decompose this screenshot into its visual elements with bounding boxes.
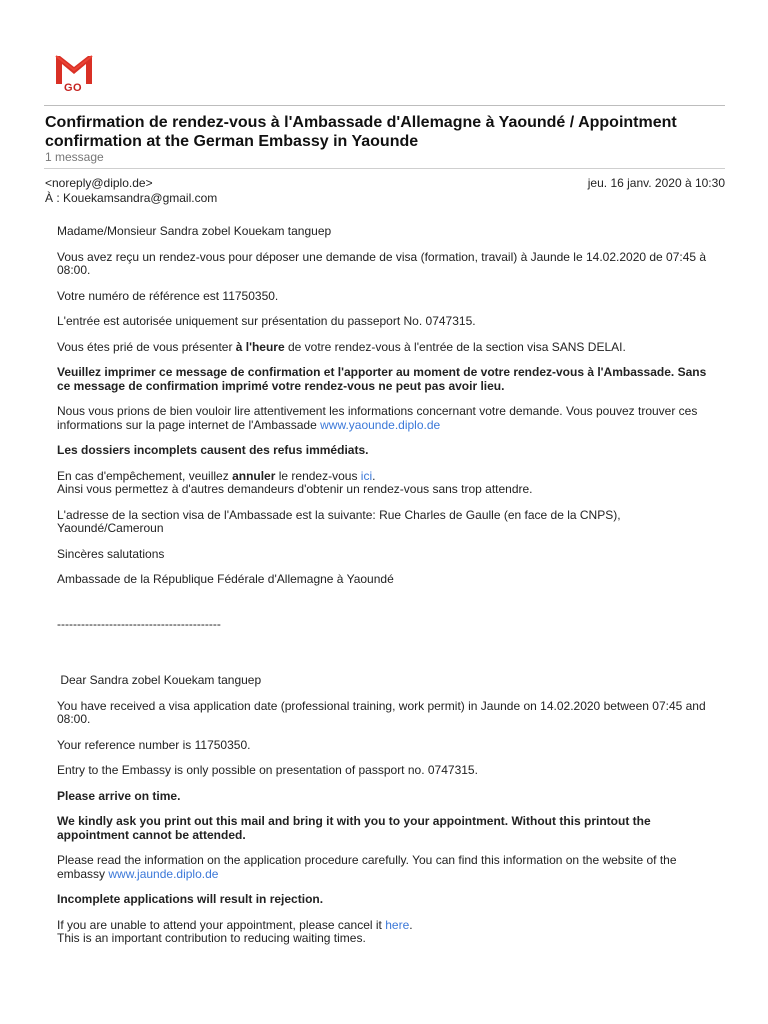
recipient-address: À : Kouekamsandra@gmail.com [45, 191, 218, 205]
fr-signature: Ambassade de la République Fédérale d'Allemagne à Yaoundé [57, 572, 394, 586]
en-embassy-link[interactable]: www.jaunde.diplo.de [108, 866, 219, 881]
email-body [57, 225, 719, 958]
en-paragraph-incomplete [57, 893, 719, 907]
en-print-bold: We kindly ask you print out this mail and bring it with you to your appointment. Without this printout the appointment cannot be attended. [57, 814, 651, 842]
fr-paragraph-address: L'adresse de la section visa de l'Ambassade est la suivante: Rue Charles de Gaulle (en face de la CNPS), Yaoundé/Cameroun [57, 507, 621, 535]
fr-paragraph-print [57, 366, 719, 393]
fr-cancel-text-2: le rendez-vous [275, 468, 361, 483]
fr-cancel-text-1: En cas d'empêchement, veuillez [57, 468, 233, 483]
en-paragraph-passport: Entry to the Embassy is only possible on presentation of passport no. 0747315. [57, 763, 478, 777]
fr-paragraph-passport: L'entrée est autorisée uniquement sur présentation du passeport No. 0747315. [57, 314, 476, 328]
fr-paragraph-incomplete [57, 444, 719, 458]
fr-info-text: Nous vous prions de bien vouloir lire attentivement les informations concernant votre demande. Vous pouvez trouver ces informations sur la page internet de l'Ambassade [57, 404, 698, 432]
message-count: 1 message [45, 150, 104, 164]
header-divider [44, 105, 725, 106]
fr-cancel-text-3: Ainsi vous permettez à d'autres demandeurs d'obtenir un rendez-vous sans trop attendre. [57, 482, 533, 496]
fr-print-bold: Veuillez imprimer ce message de confirmation et l'apporter au moment de votre rendez-vous à l'Ambassade. Sans ce message de confirmation imprimé votre rendez-vous ne peut pas avoir lieu. [57, 365, 707, 393]
language-separator: ----------------------------------------- [57, 616, 221, 631]
sender-address: <noreply@diplo.de> [45, 176, 153, 190]
fr-incomplete-bold: Les dossiers incomplets causent des refus immédiats. [57, 443, 369, 457]
en-cancel-link[interactable]: here [385, 917, 410, 932]
fr-cancel-bold: annuler [232, 468, 276, 483]
fr-cancel-period: . [372, 468, 376, 483]
en-cancel-text-2: This is an important contribution to reducing waiting times. [57, 931, 366, 945]
fr-embassy-link[interactable]: www.yaounde.diplo.de [320, 417, 441, 432]
en-paragraph-appointment: You have received a visa application date (professional training, work permit) in Jaunde on 14.02.2020 between 07:45 and 08:00. [57, 698, 706, 726]
fr-greeting: Madame/Monsieur Sandra zobel Kouekam tanguep [57, 224, 332, 238]
en-paragraph-reference: Your reference number is 11750350. [57, 737, 251, 752]
fr-paragraph-reference: Votre numéro de référence est 11750350. [57, 288, 279, 303]
fr-cancel-link[interactable]: ici [360, 468, 373, 483]
en-punctuality-bold: Please arrive on time. [57, 788, 181, 803]
fr-punctuality-bold: à l'heure [235, 339, 285, 354]
fr-closing: Sincères salutations [57, 546, 165, 561]
en-cancel-text: If you are unable to attend your appointment, please cancel it [57, 917, 386, 932]
en-cancel-period: . [409, 917, 413, 932]
en-info-text: Please read the information on the application procedure carefully. You can find this information on the website of the embassy [57, 853, 677, 881]
en-paragraph-cancel [57, 919, 719, 946]
en-greeting: Dear Sandra zobel Kouekam tanguep [57, 673, 262, 687]
en-paragraph-print [57, 815, 719, 842]
logo-text: GO [64, 82, 83, 94]
fr-punctuality-text-1: Vous étes prié de vous présenter [57, 339, 236, 354]
thread-divider [44, 168, 725, 169]
fr-punctuality-text-2: de votre rendez-vous à l'entrée de la section visa SANS DELAI. [284, 339, 626, 354]
en-paragraph-punctuality [57, 790, 719, 804]
en-incomplete-bold: Incomplete applications will result in rejection. [57, 892, 324, 906]
email-date: jeu. 16 janv. 2020 à 10:30 [587, 176, 725, 190]
fr-paragraph-appointment: Vous avez reçu un rendez-vous pour déposer une demande de visa (formation, travail) à Jaunde le 14.02.2020 de 07:45 à 08:00. [57, 249, 707, 277]
email-subject: Confirmation de rendez-vous à l'Ambassade d'Allemagne à Yaoundé / Appointment confirmation at the German Embassy in Yaounde [45, 114, 677, 150]
fr-paragraph-punctuality [57, 341, 719, 355]
fr-paragraph-info [57, 405, 719, 432]
fr-paragraph-cancel [57, 470, 719, 497]
en-paragraph-info [57, 854, 719, 881]
